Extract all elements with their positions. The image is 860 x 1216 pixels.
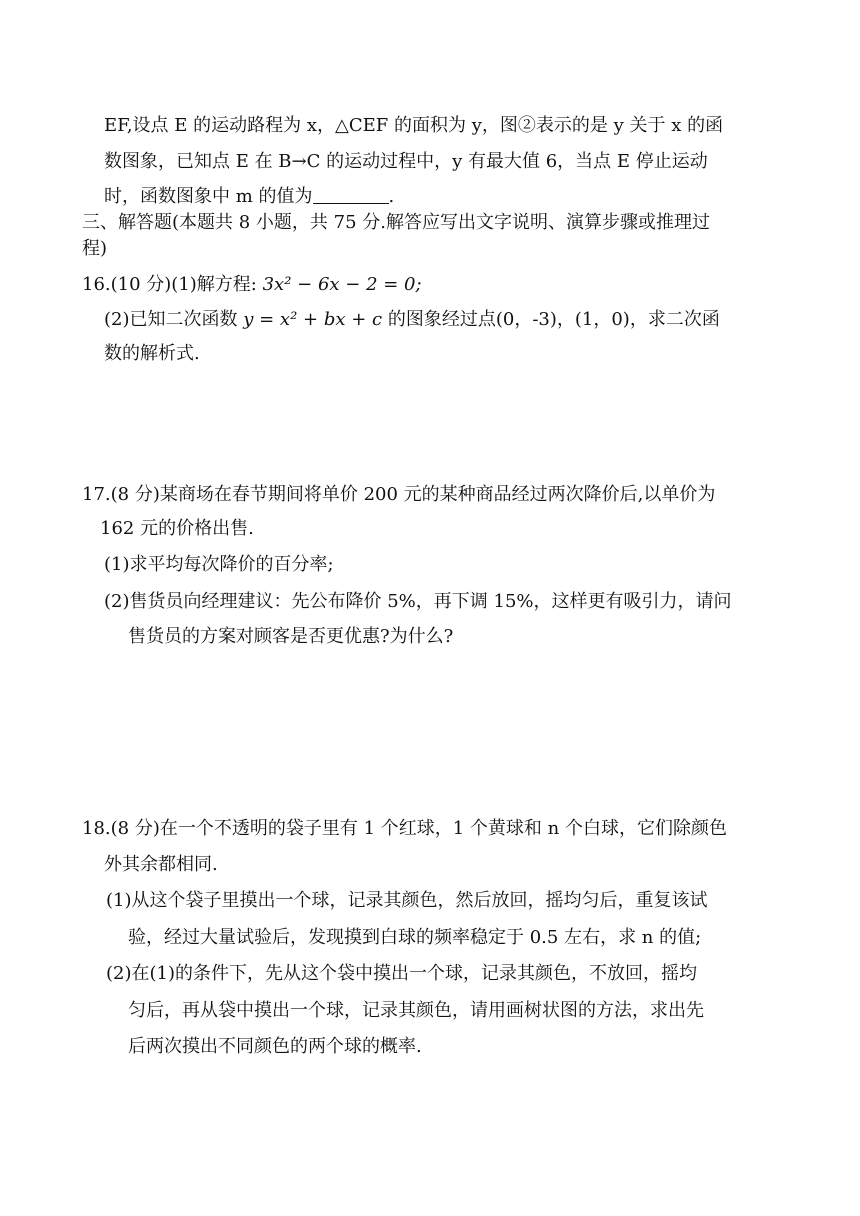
q15-line-2: 数图象，已知点 E 在 B→C 的运动过程中，y 有最大值 6，当点 E 停止运动 [104, 151, 708, 172]
q17-line-2: 162 元的价格出售. [100, 518, 254, 539]
q17-part-2-line-1: (2)售货员向经理建议：先公布降价 5%，再下调 15%，这样更有吸引力，请问 [104, 591, 732, 612]
q17-part-1: (1)求平均每次降价的百分率; [104, 554, 334, 575]
section-3-heading-line-1: 三、解答题(本题共 8 小题，共 75 分.解答应写出文字说明、演算步骤或推理过 [82, 212, 710, 233]
q16-line-1 [82, 273, 422, 297]
q16-part-2-line-2: 数的解析式. [104, 343, 200, 364]
q16-part-2-line-1 [104, 308, 720, 332]
q15-line-3-end: . [388, 186, 395, 207]
q18-part-2-line-1: (2)在(1)的条件下，先从这个袋中摸出一个球，记录其颜色，不放回，摇均 [106, 963, 697, 984]
q18-line-2: 外其余都相同. [104, 854, 218, 875]
q18-part-1-line-1: (1)从这个袋子里摸出一个球，记录其颜色，然后放回，摇均匀后，重复该试 [106, 890, 708, 911]
q15-line-3 [104, 185, 394, 209]
q17-part-2-line-2: 售货员的方案对顾客是否更优惠?为什么? [128, 626, 454, 647]
q16-prefix: 16.(10 分)(1)解方程: [82, 274, 257, 295]
q16-function: y = x² + bx + c [243, 309, 383, 330]
q16-part-2-prefix: (2)已知二次函数 [104, 309, 238, 330]
q15-line-1: EF,设点 E 的运动路程为 x，△CEF 的面积为 y，图②表示的是 y 关于 x 的函 [104, 115, 724, 136]
answer-blank [313, 185, 389, 204]
q17-line-1: 17.(8 分)某商场在春节期间将单价 200 元的某种商品经过两次降价后,以单价为 [82, 484, 716, 505]
q18-part-2-line-3: 后两次摸出不同颜色的两个球的概率. [128, 1036, 422, 1057]
section-3-heading-line-2: 程) [82, 238, 108, 259]
q16-equation: 3x² − 6x − 2 = 0; [262, 274, 422, 295]
q15-line-3-text: 时，函数图象中 m 的值为 [104, 186, 313, 207]
q18-line-1: 18.(8 分)在一个不透明的袋子里有 1 个红球，1 个黄球和 n 个白球，它们除颜色 [82, 818, 727, 839]
q18-part-1-line-2: 验，经过大量试验后，发现摸到白球的频率稳定于 0.5 左右，求 n 的值; [128, 927, 702, 948]
q18-part-2-line-2: 匀后，再从袋中摸出一个球，记录其颜色，请用画树状图的方法，求出先 [128, 1000, 704, 1021]
q16-part-2-suffix: 的图象经过点(0，-3)，(1，0)，求二次函 [387, 309, 720, 330]
